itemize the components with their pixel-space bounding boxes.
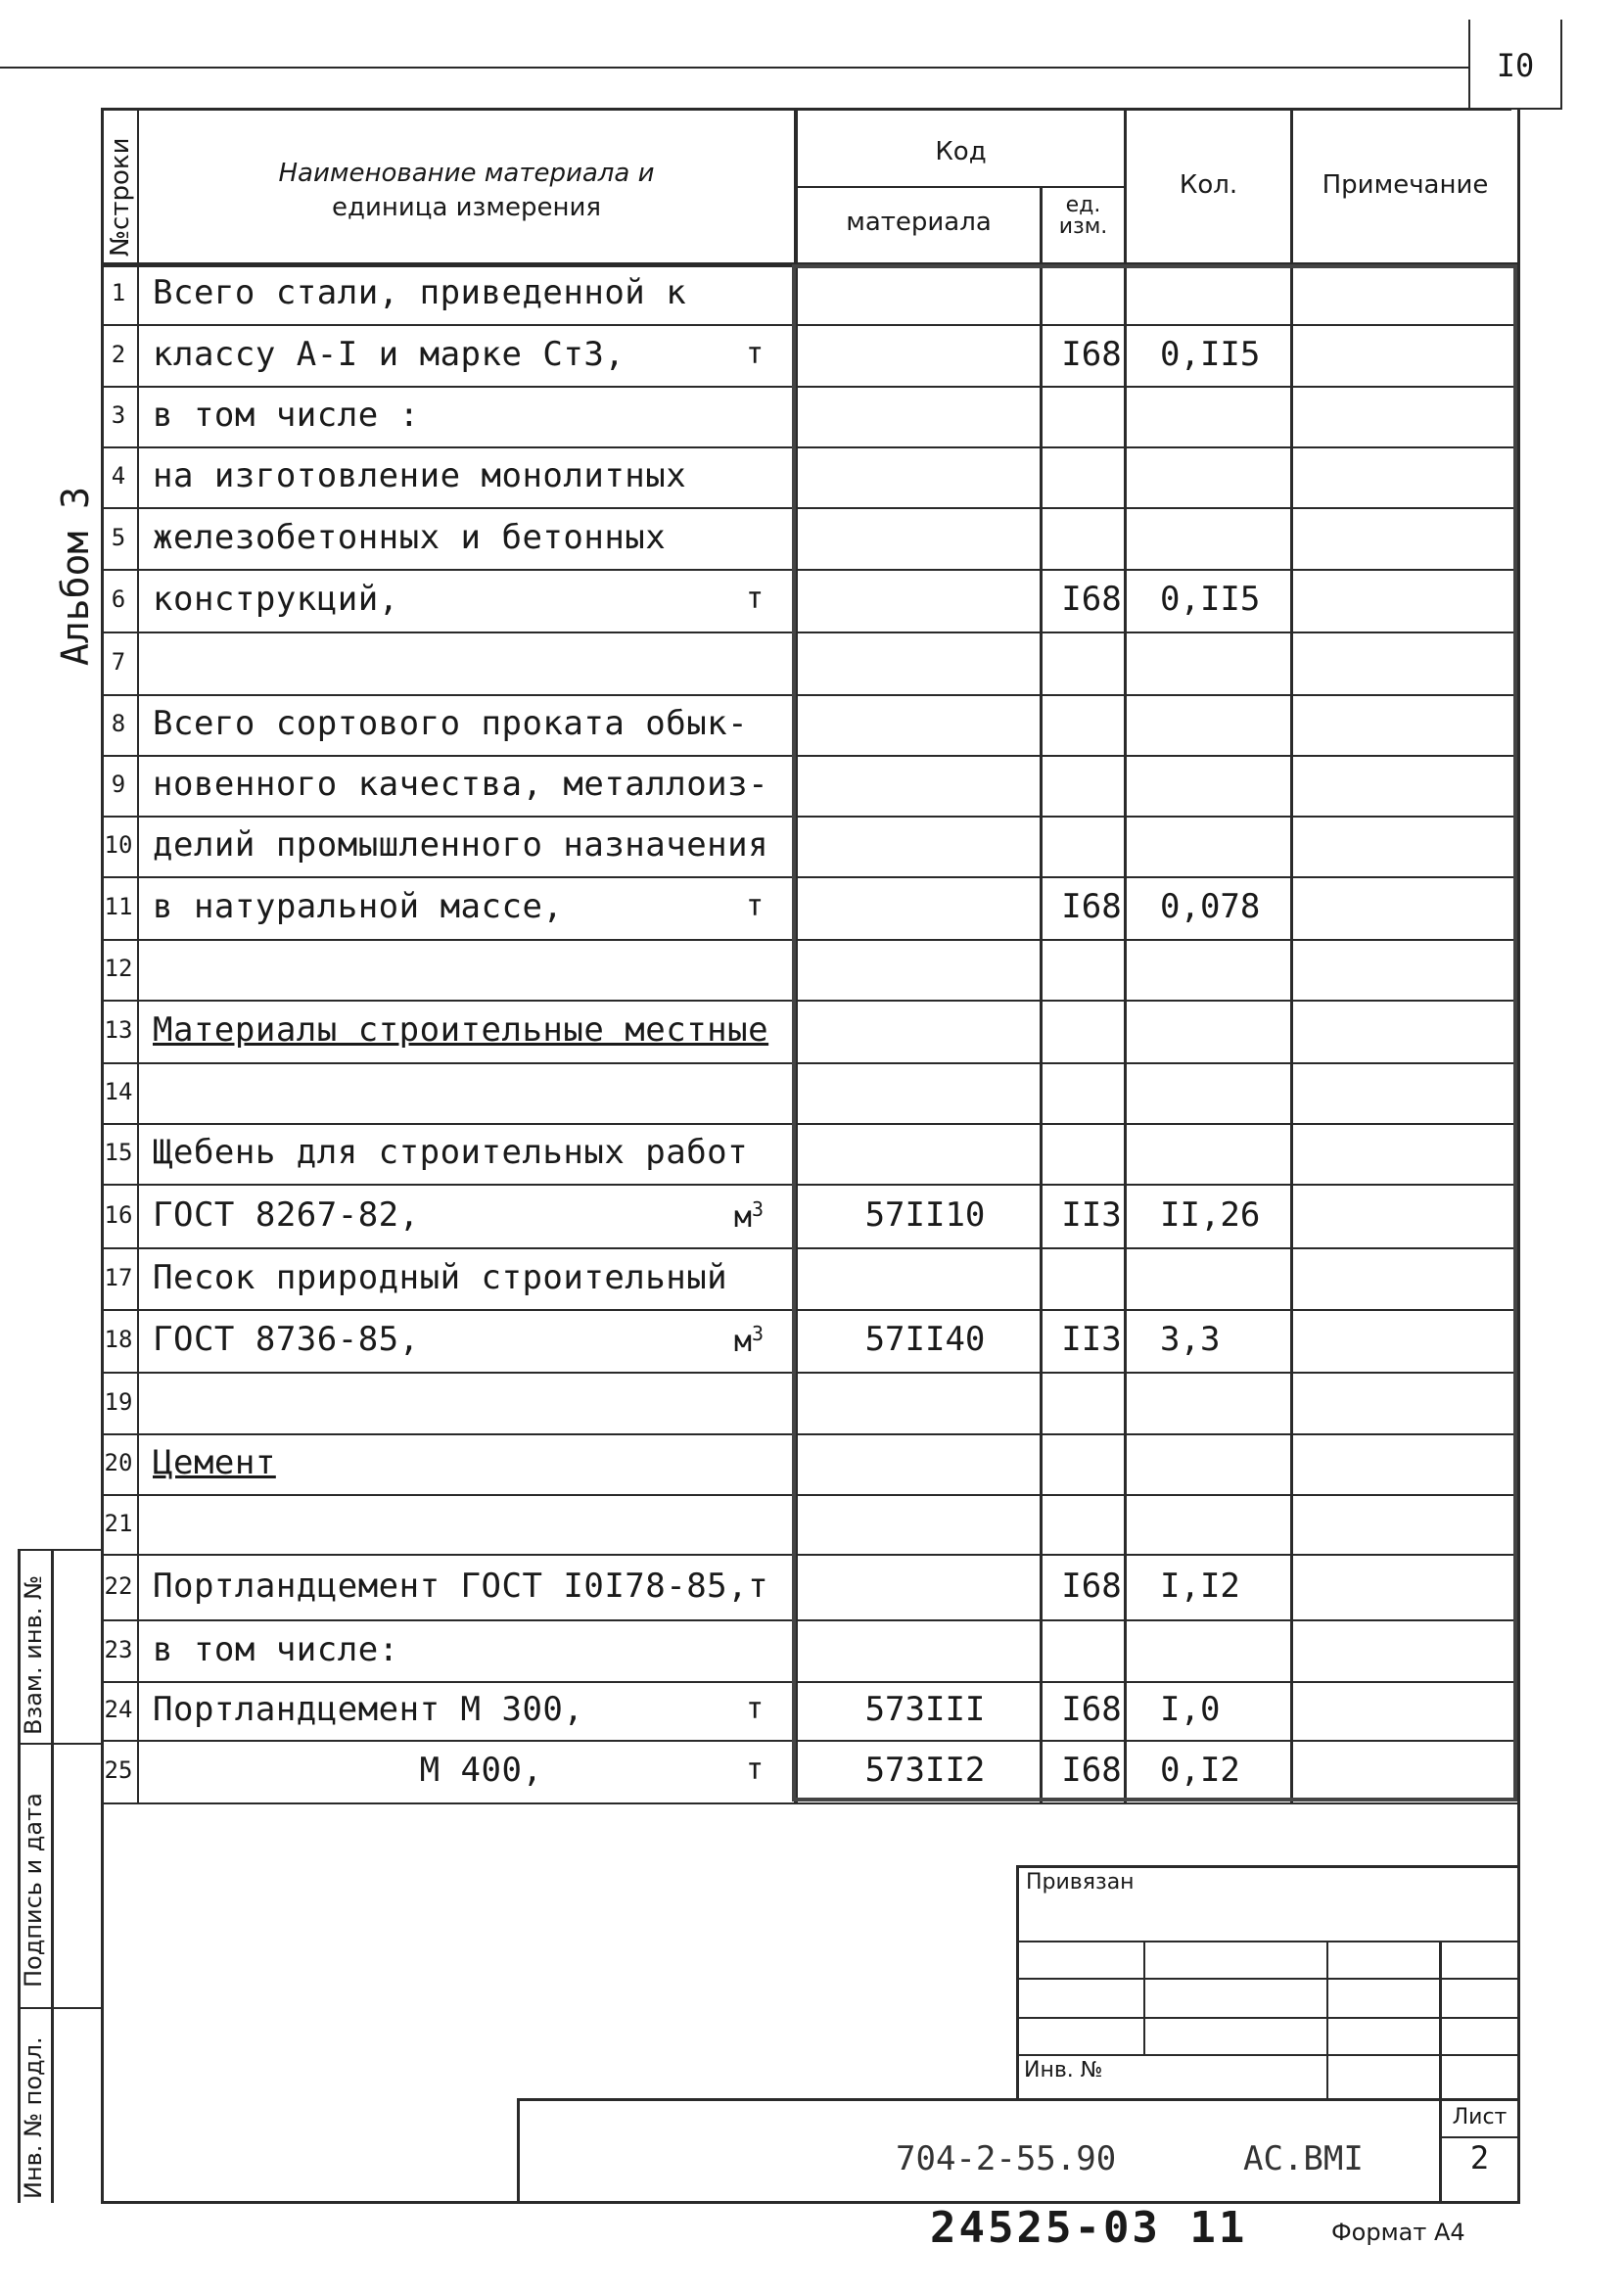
frame-right [1517, 108, 1520, 2203]
row-quantity: 0,II5 [1160, 580, 1261, 619]
row-rule [101, 386, 1520, 388]
row-rule [101, 939, 1520, 941]
row-name: Песок природный строительный [153, 1257, 728, 1297]
row-unit-exponent: 3 [751, 1322, 764, 1345]
tb-vcol2 [1326, 1941, 1328, 2099]
row-number: 25 [104, 1756, 133, 1784]
row-unit-code: I68 [1061, 334, 1122, 374]
footer-handwritten-no: 24525-03 11 [930, 2203, 1248, 2253]
row-rule [101, 569, 1520, 571]
row-name: Щебень для строительных работ [153, 1133, 749, 1172]
row-material-code: 57II10 [864, 1194, 986, 1235]
row-unit: $м^3$ [733, 1196, 764, 1235]
row-number: 19 [104, 1387, 133, 1416]
tb-sheet-label: Лист [1452, 2105, 1508, 2129]
stamp-vzam-inv: Взам. инв. № [20, 1575, 47, 1735]
row-unit-code: I68 [1061, 1690, 1122, 1729]
row-number: 22 [104, 1571, 133, 1600]
row-unit: т [745, 1692, 764, 1726]
code-subheader-rule [794, 186, 1127, 188]
row-name: М 400, [153, 1751, 543, 1790]
tb-rule2 [1016, 1978, 1517, 1980]
row-rule [101, 324, 1520, 326]
row-number: 23 [104, 1635, 133, 1663]
row-unit-code: I68 [1061, 887, 1122, 926]
row-quantity: 0,I2 [1160, 1751, 1240, 1790]
row-rule [101, 694, 1520, 696]
row-name: в натуральной массе, [153, 887, 564, 926]
row-quantity: 3,3 [1160, 1320, 1221, 1359]
row-number: 20 [104, 1449, 133, 1476]
row-number: 8 [111, 710, 126, 737]
tb-rule1 [1016, 1941, 1517, 1942]
row-rule [101, 1123, 1520, 1125]
header-qty: Кол. [1179, 170, 1238, 200]
row-name: классу А-I и марке Ст3, [153, 334, 626, 374]
row-unit: $м^3$ [733, 1322, 764, 1359]
row-number: 15 [104, 1139, 133, 1166]
side-stamp-top [18, 1549, 104, 1551]
row-name: Материалы строительные местные [153, 1010, 769, 1050]
row-rule [101, 1740, 1520, 1742]
row-name: делий промышленного назначения [153, 825, 769, 865]
row-rule [101, 816, 1520, 818]
row-rule [101, 1494, 1520, 1496]
header-bottom-rule [101, 262, 1520, 267]
header-note: Примечание [1322, 170, 1489, 200]
tb-rule3 [1016, 2017, 1517, 2019]
footer-format: Формат А4 [1331, 2219, 1465, 2246]
album-label: Альбом 3 [54, 486, 97, 666]
header-row-no: №строки [106, 137, 135, 257]
row-number: 2 [111, 340, 126, 368]
row-rule [101, 1372, 1520, 1374]
row-rule [101, 1000, 1520, 1002]
stamp-inv-podl: Инв. № подл. [20, 2036, 47, 2199]
tb-top [1016, 1865, 1517, 1868]
tb-left [1016, 1865, 1019, 2100]
row-number: 14 [104, 1078, 133, 1105]
top-rule [0, 67, 1468, 69]
row-number: 10 [104, 831, 133, 859]
tb-rule4 [1016, 2054, 1517, 2056]
row-number: 11 [104, 893, 133, 920]
row-number: 5 [111, 523, 126, 551]
row-rule [101, 507, 1520, 509]
row-unit: т [745, 1753, 764, 1787]
frame-bottom [101, 2201, 1520, 2204]
row-number: 17 [104, 1263, 133, 1291]
row-name: ГОСТ 8736-85, [153, 1320, 420, 1359]
row-material-code: 57II40 [864, 1320, 986, 1359]
row-number: 21 [104, 1509, 133, 1537]
header-code: Код [935, 137, 987, 166]
row-quantity: II,26 [1160, 1194, 1261, 1235]
row-name: Портландцемент М 300, [153, 1690, 584, 1729]
row-name: Портландцемент ГОСТ I0I78-85,т [153, 1566, 769, 1606]
row-unit: т [745, 582, 764, 616]
tb-doc-code: 704-2-55.90 [896, 2139, 1117, 2178]
row-name: Всего сортового проката обык- [153, 704, 749, 743]
row-name: железобетонных и бетонных [153, 517, 667, 557]
row-rule [101, 1554, 1520, 1556]
row-rule [101, 446, 1520, 448]
row-material-code: 573III [864, 1690, 986, 1729]
row-number: 1 [111, 279, 126, 306]
tb-vcol1 [1143, 1941, 1145, 2054]
row-rule [101, 1062, 1520, 1064]
header-code-unit-2: изм. [1058, 214, 1108, 239]
tb-sheet-no: 2 [1469, 2139, 1490, 2176]
header-name-line1: Наименование материала и [278, 159, 655, 188]
row-unit-code: II3 [1061, 1194, 1122, 1235]
col-line-rowno [137, 108, 139, 1803]
row-rule [101, 1184, 1520, 1186]
tb-main-left [517, 2098, 520, 2203]
row-number: 18 [104, 1326, 133, 1353]
row-quantity: 0,078 [1160, 887, 1261, 926]
row-rule [101, 755, 1520, 757]
side-stamp-div1 [18, 1743, 104, 1745]
row-name: в том числе : [153, 396, 420, 435]
row-number: 16 [104, 1200, 133, 1229]
row-number: 6 [111, 585, 126, 613]
row-name: конструкций, [153, 580, 399, 619]
row-rule [101, 1433, 1520, 1435]
row-unit-exponent: 3 [751, 1196, 764, 1221]
row-material-code: 573II2 [864, 1751, 986, 1790]
col-line-code [1040, 186, 1043, 1803]
row-rule [101, 632, 1520, 633]
row-rule [101, 1619, 1520, 1621]
header-name-line2: единица измерения [331, 193, 602, 222]
row-unit-code: I68 [1061, 1566, 1122, 1606]
row-number: 7 [111, 648, 126, 676]
row-number: 13 [104, 1016, 133, 1044]
header-code-unit-1: ед. [1065, 193, 1101, 217]
frame-top [101, 108, 1511, 111]
row-number: 9 [111, 771, 126, 798]
row-name: Всего стали, приведенной к [153, 273, 687, 312]
row-name: на изготовление монолитных [153, 456, 687, 495]
row-unit-code: I68 [1061, 1751, 1122, 1790]
col-line-name [794, 108, 798, 1803]
page-number: I0 [1496, 47, 1535, 84]
row-rule [101, 1681, 1520, 1683]
side-stamp-right [51, 1549, 54, 2203]
row-unit: т [745, 889, 764, 923]
row-number: 24 [104, 1696, 133, 1723]
row-name: в том числе: [153, 1629, 399, 1669]
row-rule [101, 876, 1520, 878]
row-name: новенного качества, металлоиз- [153, 765, 769, 804]
row-unit-code: II3 [1061, 1320, 1122, 1359]
header-code-material: материала [846, 208, 992, 237]
row-number: 3 [111, 401, 126, 429]
tb-privyazan: Привязан [1026, 1870, 1135, 1895]
tb-doc-mark: АС.ВМI [1243, 2139, 1364, 2178]
row-number: 12 [104, 955, 133, 982]
tb-inv-no: Инв. № [1024, 2058, 1103, 2082]
row-quantity: 0,II5 [1160, 334, 1261, 374]
row-rule [101, 1802, 1520, 1804]
row-unit-code: I68 [1061, 580, 1122, 619]
tb-main-top [517, 2098, 1517, 2101]
row-rule [101, 1309, 1520, 1311]
row-quantity: I,I2 [1160, 1566, 1240, 1606]
tb-sheet-rule [1439, 2136, 1517, 2138]
row-unit: т [745, 336, 764, 371]
row-rule [101, 1247, 1520, 1249]
code-qty-frame [792, 264, 1517, 1802]
row-number: 4 [111, 462, 126, 490]
row-quantity: I,0 [1160, 1690, 1221, 1729]
row-name: ГОСТ 8267-82, [153, 1194, 420, 1235]
row-name: Цемент [153, 1443, 276, 1482]
side-stamp-div2 [18, 2007, 104, 2009]
stamp-podpis-data: Подпись и дата [20, 1793, 47, 1988]
